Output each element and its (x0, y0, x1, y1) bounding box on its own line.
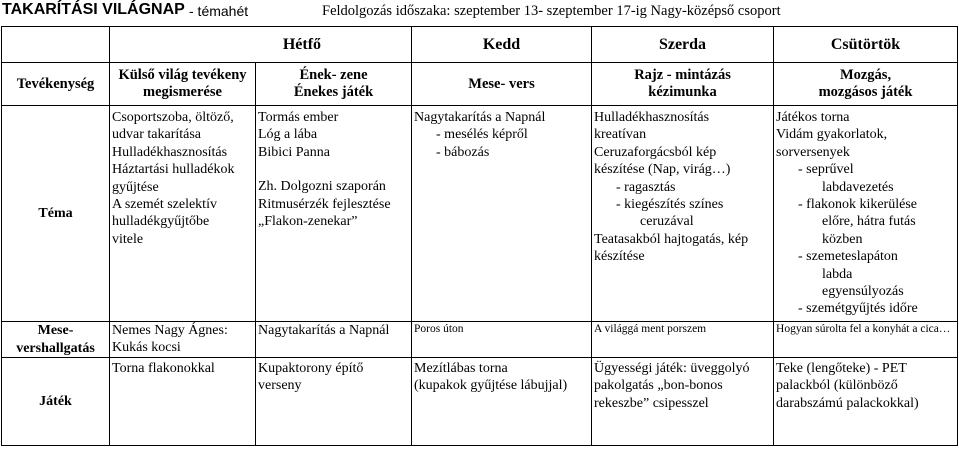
cell-line: - ragasztás (616, 179, 676, 195)
cell-line: - bábozás (436, 144, 490, 160)
row-label-text: vershallgatás (16, 340, 95, 356)
cell-line: előre, hátra futás (822, 214, 916, 230)
cell-line: Zh. Dolgozni szaporán (258, 179, 386, 195)
category-tale-poem: Mese- vers (412, 63, 592, 106)
cell-line: hulladékgyűjtőbe (112, 214, 210, 230)
cell-line (258, 161, 409, 178)
cell-line: - szemeteslapáton (798, 249, 898, 265)
cell-line: egyensúlyozás (822, 284, 904, 300)
day-tuesday: Kedd (412, 27, 592, 63)
cell-line: Kukás kocsi (112, 340, 181, 356)
tema-label: Téma (2, 106, 110, 322)
mese-movement: Hogyan súrolta fel a konyhát a cica… (774, 322, 958, 358)
jatek-outside-world: Torna flakonokkal (110, 358, 256, 446)
cell-line: - flakonok kikerülése (798, 197, 917, 213)
cell-line: A szemét szelektív (112, 197, 217, 213)
day-monday: Hétfő (110, 27, 412, 63)
cell-line: palackból (különböző (776, 378, 898, 394)
document-title: TAKARÍTÁSI VILÁGNAP (2, 1, 185, 18)
category-text: Külső világ tevékeny (118, 67, 247, 83)
cell-line: - kiegészítés színes (616, 197, 724, 213)
mese-row (2, 322, 958, 358)
cell-line: Vidám gyakorlatok, (776, 127, 888, 143)
cell-line: Nemes Nagy Ágnes: (112, 323, 228, 338)
cell-line: Tormás ember (258, 110, 339, 125)
cell-line: Nagytakarítás a Napnál (414, 110, 546, 125)
jatek-tale (412, 358, 592, 446)
cell-line: darabszámú palackokkal) (776, 395, 919, 411)
cell-line: Kupaktorony építő (258, 361, 364, 376)
cell-line: ceruzával (640, 214, 694, 230)
day-wednesday: Szerda (592, 27, 774, 63)
cell-line: Ceruzaforgácsból kép (594, 144, 717, 160)
cell-line: pakolgatás „bon-bonos (594, 378, 723, 394)
cell-line: „Flakon-zenekar” (258, 214, 358, 230)
cell-line: labda (822, 266, 853, 282)
category-text: Rajz - mintázás (634, 67, 731, 83)
cell-line: gyűjtése (112, 179, 159, 195)
cell-line: verseny (258, 378, 302, 394)
weekly-plan-table (1, 26, 958, 446)
mese-outside-world (110, 322, 256, 358)
category-text: mozgásos játék (818, 84, 913, 100)
days-row (2, 27, 958, 63)
cell-line: közben (822, 231, 863, 247)
cell-line: - szemétgyűjtés időre (798, 301, 918, 317)
document-subtitle: - témahét (189, 3, 249, 19)
cell-line: Teke (lengőteke) - PET (776, 361, 907, 376)
category-text: megismerése (143, 84, 222, 100)
cell-line: Háztartási hulladékok (112, 162, 235, 178)
jatek-drawing (592, 358, 774, 446)
jatek-movement (774, 358, 958, 446)
cell-line: Csoportszoba, öltöző, (112, 110, 234, 125)
category-drawing (592, 63, 774, 106)
document-header (0, 0, 959, 24)
tema-outside-world (110, 106, 256, 322)
mese-tale: Poros úton (412, 322, 592, 358)
cell-line: labdavezetés (822, 179, 894, 195)
jatek-label: Játék (2, 358, 110, 446)
day-thursday: Csütörtök (774, 27, 958, 63)
row-label-text: Mese- (37, 323, 74, 339)
category-text: Ének- zene (299, 67, 368, 83)
category-movement (774, 63, 958, 106)
cell-line: Teatasakból hajtogatás, kép (594, 231, 749, 247)
category-outside-world (110, 63, 256, 106)
cell-line: Játékos torna (776, 110, 850, 125)
cell-line: - seprűvel (798, 162, 854, 178)
cell-line: Lóg a lába (258, 127, 318, 143)
cell-line: rekeszbe” csipesszel (594, 395, 709, 411)
cell-line: kreatívan (594, 127, 647, 143)
cell-line: vitele (112, 231, 144, 247)
category-music (256, 63, 412, 106)
cell-line: Hulladékhasznosítás (112, 144, 228, 160)
cell-line: készítése (594, 249, 645, 265)
mese-music: Nagytakarítás a Napnál (256, 322, 412, 358)
tema-music (256, 106, 412, 322)
tema-drawing (592, 106, 774, 322)
cell-line: Ritmusérzék fejlesztése (258, 196, 391, 212)
jatek-row (2, 358, 958, 446)
cell-line: készítése (Nap, virág…) (594, 162, 731, 178)
processing-period: Feldolgozás időszaka: szeptember 13- szeptember 17-ig Nagy-középső csoport (322, 3, 781, 19)
cell-line: Ügyességi játék: üveggolyó (594, 361, 750, 376)
cell-line: Hulladékhasznosítás (594, 110, 710, 125)
tema-row (2, 106, 958, 322)
cell-line: Mezítlábas torna (414, 361, 508, 376)
category-text: Énekes játék (293, 84, 374, 100)
category-text: kézimunka (648, 84, 717, 100)
cell-line: (kupakok gyűjtése lábujjal) (414, 378, 568, 394)
categories-row (2, 63, 958, 106)
cell-line: udvar takarítása (112, 127, 202, 143)
cell-line: sorversenyek (776, 144, 850, 160)
mese-drawing: A világgá ment porszem (592, 322, 774, 358)
cell-line: - mesélés képről (436, 127, 528, 143)
mese-label (2, 322, 110, 358)
activity-label: Tevékenység (2, 63, 110, 106)
category-text: Mozgás, (839, 67, 892, 83)
cell-line: Bibici Panna (258, 144, 330, 160)
jatek-music (256, 358, 412, 446)
tema-tale (412, 106, 592, 322)
corner-cell (2, 27, 110, 63)
tema-movement (774, 106, 958, 322)
